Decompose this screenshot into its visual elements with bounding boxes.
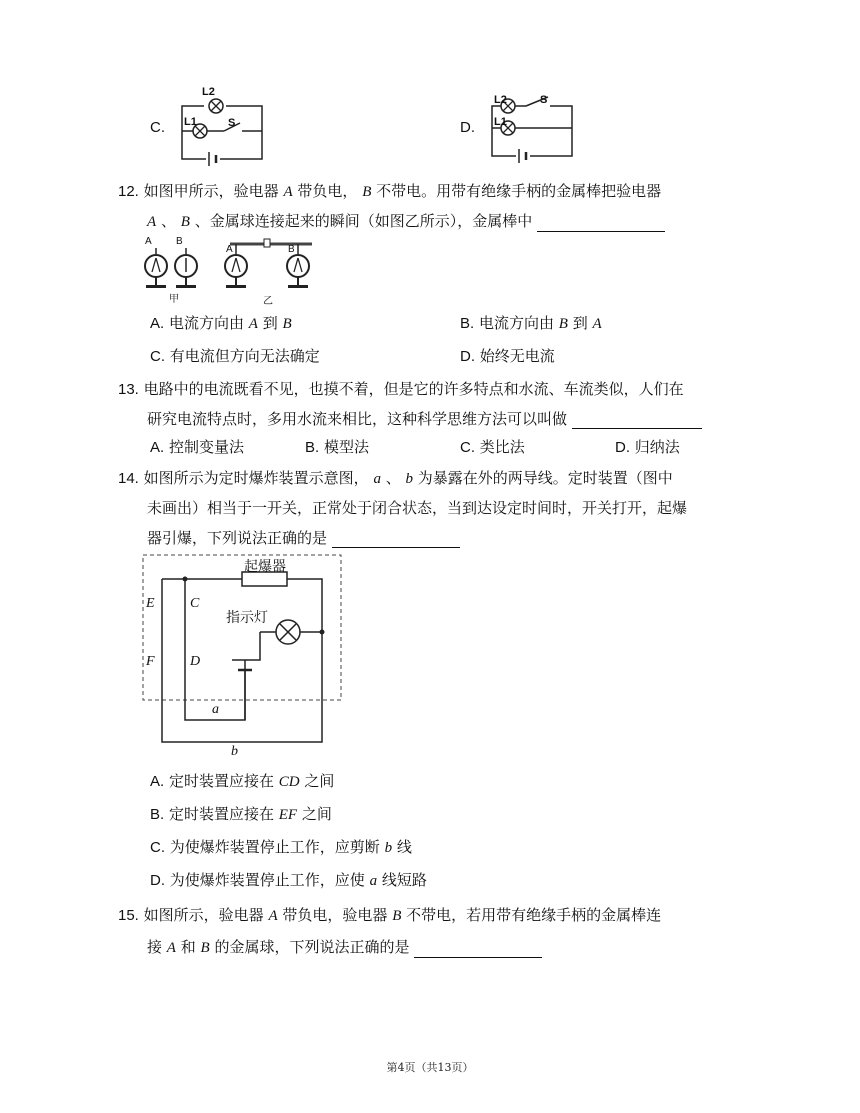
q11-d-l2-label: L2 xyxy=(494,94,507,106)
option-letter: D. xyxy=(460,348,475,365)
option-text: 电流方向由 xyxy=(478,314,554,332)
q12-var-a: A xyxy=(283,184,293,200)
q12-text: 如图甲所示，验电器 xyxy=(143,182,279,200)
option-text: 线短路 xyxy=(381,871,427,889)
q11-d-l1-label: L1 xyxy=(494,116,507,128)
q14-text: 为暴露在外的两导线。定时装置（图中 xyxy=(417,469,673,487)
q14-label-b: b xyxy=(231,744,238,759)
q12-text: 、 xyxy=(160,212,176,230)
q15-line1 xyxy=(118,905,661,926)
q12-text: 、金属球连接起来的瞬间（如图乙所示），金属棒中 xyxy=(194,212,533,230)
q12-text: 不带电。用带有绝缘手柄的金属棒把验电器 xyxy=(376,182,662,200)
q12-fig2-label-b: B xyxy=(288,244,295,255)
q14-label-a: a xyxy=(212,702,219,717)
option-var: B xyxy=(282,316,292,332)
q14-line3 xyxy=(147,528,460,548)
q14-text: 器引爆，下列说法正确的是 xyxy=(147,529,328,547)
q12-var-b: B xyxy=(180,214,190,230)
option-letter: B. xyxy=(305,439,320,456)
q14-option-c[interactable] xyxy=(150,837,412,858)
q15-line2 xyxy=(147,937,542,958)
q14-var-b: b xyxy=(405,471,414,487)
q13-option-c[interactable] xyxy=(460,437,525,458)
q13-answer-blank[interactable] xyxy=(572,412,702,429)
q13-option-a[interactable] xyxy=(150,437,244,458)
q15-var-a: A xyxy=(268,908,278,924)
option-text: 始终无电流 xyxy=(479,347,555,365)
option-letter: A. xyxy=(150,773,165,790)
q15-var-a: A xyxy=(166,940,176,956)
option-text: 模型法 xyxy=(323,438,369,456)
option-text: 为使爆炸装置停止工作，应剪断 xyxy=(169,838,380,856)
q12-var-b: B xyxy=(362,184,372,200)
option-text: 定时装置应接在 xyxy=(168,772,274,790)
option-var: B xyxy=(558,316,568,332)
q14-lamp-label: 指示灯 xyxy=(226,610,268,626)
q11-c-s-label: S xyxy=(228,117,236,129)
q14-label-e: E xyxy=(146,596,155,611)
option-text: 到 xyxy=(572,314,588,332)
option-var: A xyxy=(592,316,602,332)
q15-text: 和 xyxy=(180,938,196,956)
q12-fig-caption-yi: 乙 xyxy=(263,296,273,307)
q12-option-a[interactable] xyxy=(150,313,292,334)
q14-option-d[interactable] xyxy=(150,870,427,891)
q14-option-b[interactable] xyxy=(150,804,332,825)
q14-line1 xyxy=(118,468,673,489)
q14-text: 、 xyxy=(385,469,401,487)
q12-option-d[interactable] xyxy=(460,346,555,367)
q13-text: 电路中的电流既看不见，也摸不着，但是它的许多特点和水流、车流类似，人们在 xyxy=(143,380,684,398)
page-footer: 第4页（共13页） xyxy=(386,1061,474,1074)
q12-text: 带负电， xyxy=(297,182,358,200)
q11-d-s-label: S xyxy=(540,94,548,106)
option-letter: D. xyxy=(615,439,630,456)
q11-option-d-label: D. xyxy=(460,119,475,136)
q14-label-f: F xyxy=(146,654,155,669)
option-var: EF xyxy=(278,807,298,823)
option-var: A xyxy=(248,316,258,332)
q14-option-a[interactable] xyxy=(150,771,334,792)
q15-number: 15. xyxy=(118,907,139,924)
q12-option-c[interactable] xyxy=(150,346,320,367)
option-letter: B. xyxy=(460,315,475,332)
q12-fig-caption-jia: 甲 xyxy=(169,294,179,305)
option-letter: C. xyxy=(460,439,475,456)
q12-fig-label-a: A xyxy=(145,236,152,247)
q13-text: 研究电流特点时，多用水流来相比，这种科学思维方法可以叫做 xyxy=(147,410,568,428)
option-text: 到 xyxy=(262,314,278,332)
q13-line1 xyxy=(118,379,684,400)
option-text: 有电流但方向无法确定 xyxy=(169,347,320,365)
option-letter: A. xyxy=(150,315,165,332)
q13-line2 xyxy=(147,409,702,429)
q11-c-l1-label: L1 xyxy=(184,116,197,128)
q14-line2: 未画出）相当于一开关，正常处于闭合状态，当到达设定时间时，开关打开，起爆 xyxy=(147,499,688,517)
q14-var-a: a xyxy=(373,471,381,487)
option-var: a xyxy=(369,873,378,889)
q14-label-d: D xyxy=(190,654,201,669)
q15-text: 接 xyxy=(147,938,163,956)
q15-var-b: B xyxy=(200,940,210,956)
option-text: 控制变量法 xyxy=(168,438,244,456)
q14-detonator-label: 起爆器 xyxy=(244,559,286,575)
option-letter: C. xyxy=(150,839,165,856)
q11-option-c-label: C. xyxy=(150,119,165,136)
q15-text: 如图所示，验电器 xyxy=(143,906,264,924)
option-text: 之间 xyxy=(304,772,335,790)
q14-answer-blank[interactable] xyxy=(332,531,460,548)
option-var: CD xyxy=(278,774,300,790)
q12-number: 12. xyxy=(118,183,139,200)
option-letter: A. xyxy=(150,439,165,456)
q12-answer-blank[interactable] xyxy=(537,215,665,232)
q14-circuit-diagram xyxy=(140,552,345,748)
option-text: 定时装置应接在 xyxy=(168,805,274,823)
q15-var-b: B xyxy=(392,908,402,924)
q15-answer-blank[interactable] xyxy=(414,941,542,958)
option-text: 为使爆炸装置停止工作，应使 xyxy=(169,871,365,889)
q14-label-c: C xyxy=(190,596,200,611)
option-text: 类比法 xyxy=(479,438,525,456)
q14-text: 如图所示为定时爆炸装置示意图， xyxy=(143,469,369,487)
option-var: b xyxy=(384,840,393,856)
q14-number: 14. xyxy=(118,470,139,487)
option-text: 线 xyxy=(396,838,412,856)
option-letter: C. xyxy=(150,348,165,365)
q12-option-b[interactable] xyxy=(460,313,602,334)
q15-text: 的金属球，下列说法正确的是 xyxy=(214,938,410,956)
option-text: 归纳法 xyxy=(634,438,680,456)
option-text: 电流方向由 xyxy=(168,314,244,332)
q12-var-a: A xyxy=(147,214,157,230)
q15-text: 带负电，验电器 xyxy=(282,906,388,924)
q12-line2 xyxy=(147,211,665,232)
q11-c-l2-label: L2 xyxy=(202,86,215,98)
q12-line1 xyxy=(118,181,661,202)
option-letter: B. xyxy=(150,806,165,823)
q13-option-d[interactable] xyxy=(615,437,680,458)
q12-fig-label-b: B xyxy=(176,236,183,247)
q15-text: 不带电，若用带有绝缘手柄的金属棒连 xyxy=(406,906,662,924)
option-letter: D. xyxy=(150,872,165,889)
q13-option-b[interactable] xyxy=(305,437,369,458)
q12-fig2-label-a: A xyxy=(226,244,233,255)
q13-number: 13. xyxy=(118,381,139,398)
option-text: 之间 xyxy=(301,805,332,823)
